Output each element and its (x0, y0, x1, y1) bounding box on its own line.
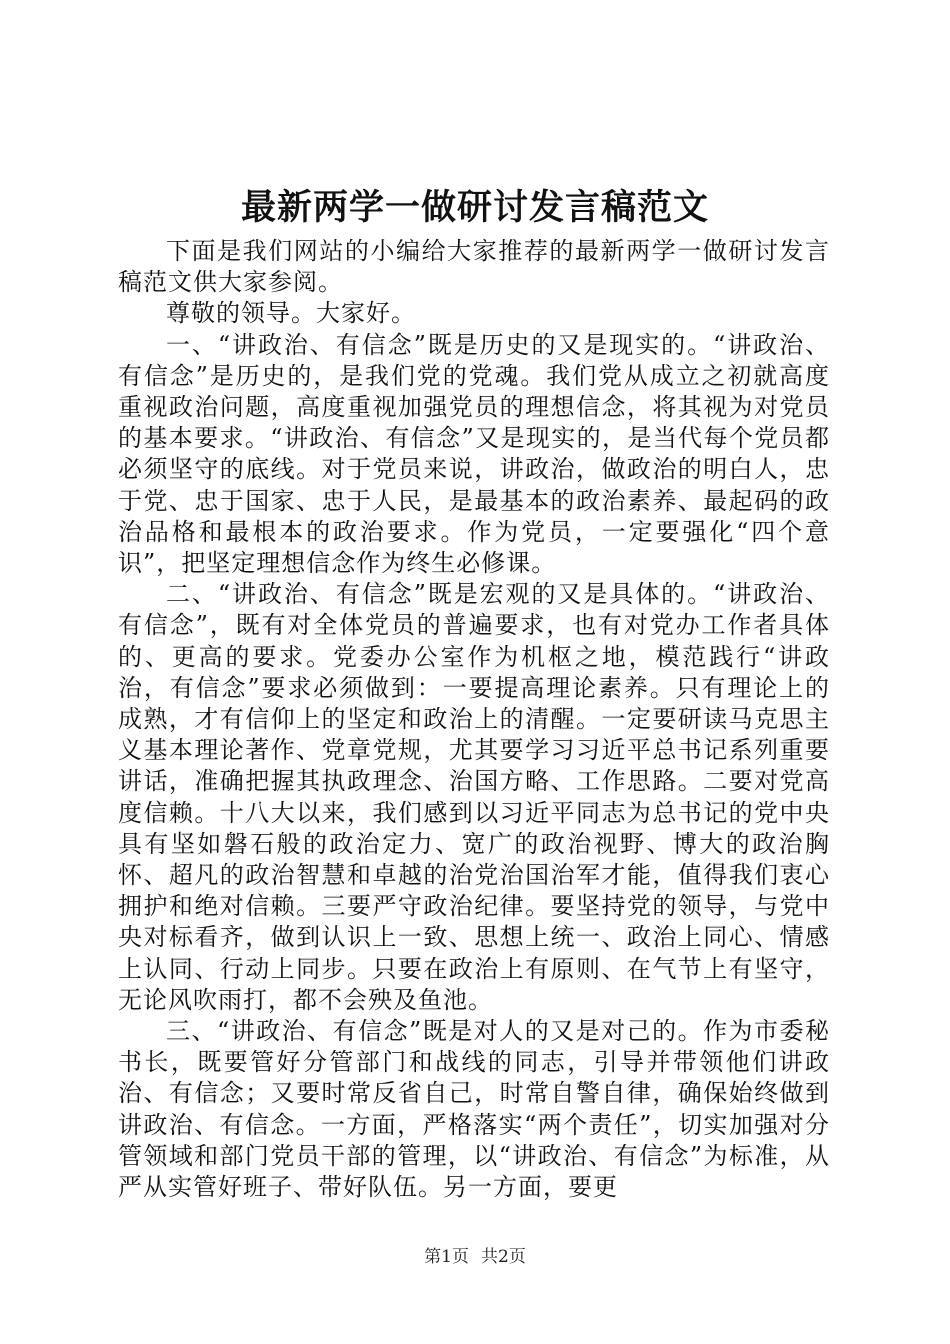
page-total: 共2页 (481, 1247, 526, 1267)
paragraph-intro: 下面是我们网站的小编给大家推荐的最新两学一做研讨发言稿范文供大家参阅。 (118, 237, 830, 297)
document-body (118, 236, 830, 1203)
paragraph-section-2: 二、“讲政治、有信念”既是宏观的又是具体的。“讲政治、有信念”，既有对全体党员的普遍要求，也有对党办工作者具体的、更高的要求。党委办公室作为机枢之地，模范践行“讲政治，有信念”要求必须做到：一要提高理论素养。只有理论上的成熟，才有信仰上的坚定和政治上的清醒。一定要研读马克思主义基本理论著作、党章党规，尤其要学习习近平总书记系列重要讲话，准确把握其执政理念、治国方略、工作思路。二要对党高度信赖。十八大以来，我们感到以习近平同志为总书记的党中央具有坚如磐石般的政治定力、宽广的政治视野、博大的政治胸怀、超凡的政治智慧和卓越的治党治国治军才能，值得我们衷心拥护和绝对信赖。三要严守政治纪律。要坚持党的领导，与党中央对标看齐，做到认识上一致、思想上统一、政治上同心、情感上认同、行动上同步。只要在政治上有原则、在气节上有坚守，无论风吹雨打，都不会殃及鱼池。 (118, 580, 830, 1014)
page-footer (0, 1245, 950, 1269)
page-number: 第1页 (424, 1247, 469, 1267)
paragraph-section-3: 三、“讲政治、有信念”既是对人的又是对己的。作为市委秘书长，既要管好分管部门和战线的同志，引导并带领他们讲政治、有信念；又要时常反省自己，时常自警自律，确保始终做到讲政治、有信念。一方面，严格落实“两个责任”，切实加强对分管领域和部门党员干部的管理，以“讲政治、有信念”为标准，从严从实管好班子、带好队伍。另一方面，要更 (118, 1017, 830, 1202)
paragraph-section-1: 一、“讲政治、有信念”既是历史的又是现实的。“讲政治、有信念”是历史的，是我们党的党魂。我们党从成立之初就高度重视政治问题，高度重视加强党员的理想信念，将其视为对党员的基本要求。“讲政治、有信念”又是现实的，是当代每个党员都必须坚守的底线。对于党员来说，讲政治，做政治的明白人，忠于党、忠于国家、忠于人民，是最基本的政治素养、最起码的政治品格和最根本的政治要求。作为党员，一定要强化“四个意识”，把坚定理想信念作为终生必修课。 (118, 330, 830, 578)
document-title: 最新两学一做研讨发言稿范文 (240, 187, 709, 228)
paragraph-greeting: 尊敬的领导。大家好。 (166, 299, 416, 328)
